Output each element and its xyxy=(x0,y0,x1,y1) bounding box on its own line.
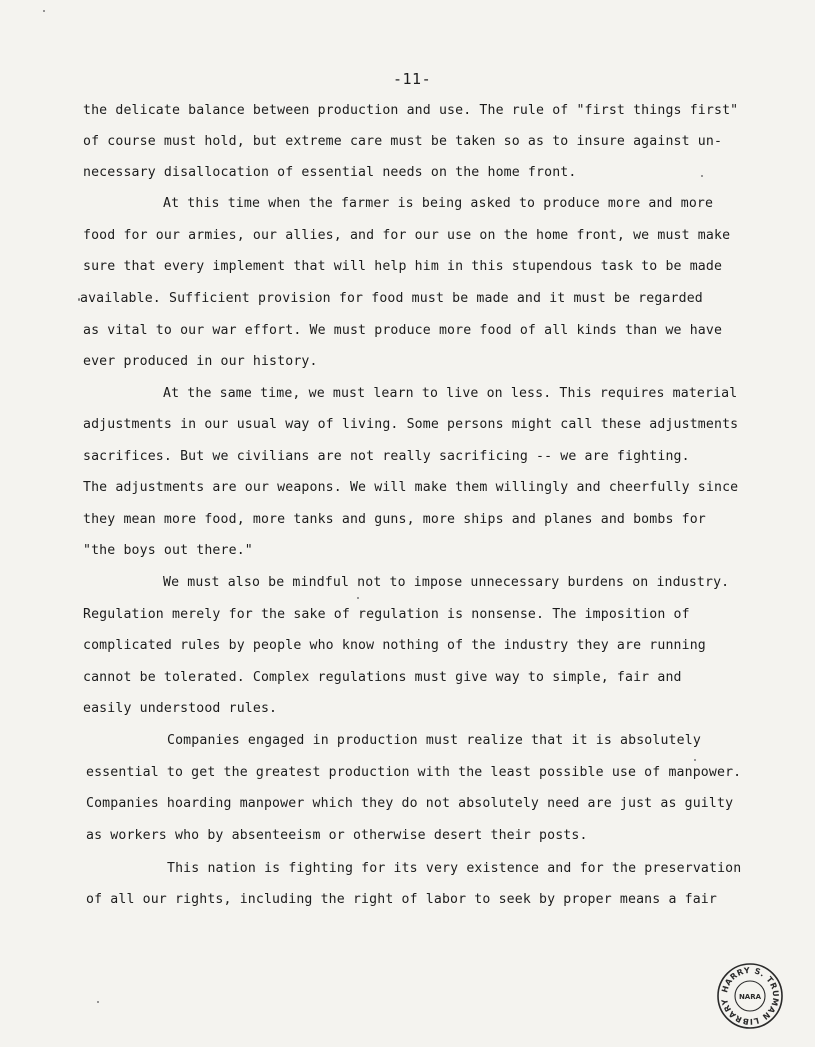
text-line: At this time when the farmer is being asked to produce more and more xyxy=(163,196,714,211)
svg-text:NARA: NARA xyxy=(738,993,762,1001)
scan-speck xyxy=(97,1001,99,1003)
page-number: -11- xyxy=(393,70,432,88)
text-line: of all our rights, including the right of labor to seek by proper means a fair xyxy=(86,892,717,907)
text-line: adjustments in our usual way of living. Some persons might call these adjustments xyxy=(83,417,739,432)
text-line: the delicate balance between production and use. The rule of "first things first" xyxy=(83,103,739,118)
text-line: At the same time, we must learn to live on less. This requires material xyxy=(163,386,738,401)
text-line: easily understood rules. xyxy=(83,701,278,716)
text-line: ever produced in our history. xyxy=(83,354,318,369)
text-line: as workers who by absenteeism or otherwise desert their posts. xyxy=(86,828,588,843)
scan-speck xyxy=(694,759,696,761)
text-line: This nation is fighting for its very existence and for the preservation xyxy=(167,861,742,876)
text-line: We must also be mindful not to impose unnecessary burdens on industry. xyxy=(163,575,730,590)
text-line: Companies engaged in production must realize that it is absolutely xyxy=(167,733,701,748)
scan-speck xyxy=(43,10,45,12)
scan-speck xyxy=(701,175,703,177)
text-line: necessary disallocation of essential needs on the home front. xyxy=(83,165,577,180)
text-line: sure that every implement that will help him in this stupendous task to be made xyxy=(83,259,723,274)
scan-speck xyxy=(357,597,359,599)
text-line: The adjustments are our weapons. We will make them willingly and cheerfully since xyxy=(83,480,739,495)
text-line: food for our armies, our allies, and for our use on the home front, we must make xyxy=(83,228,731,243)
text-line: Companies hoarding manpower which they do not absolutely need are just as guilty xyxy=(86,796,734,811)
library-seal-stamp xyxy=(716,962,784,1030)
text-line: sacrifices. But we civilians are not really sacrificing -- we are fighting. xyxy=(83,449,690,464)
scan-speck xyxy=(78,298,80,301)
svg-text:HARRY S. TRUMAN LIBRARY: HARRY S. TRUMAN LIBRARY xyxy=(720,965,781,1027)
text-line: they mean more food, more tanks and guns, more ships and planes and bombs for xyxy=(83,512,706,527)
text-line: cannot be tolerated. Complex regulations must give way to simple, fair and xyxy=(83,670,682,685)
text-line: essential to get the greatest production with the least possible use of manpower. xyxy=(86,765,742,780)
text-line: "the boys out there." xyxy=(83,543,253,558)
text-line: available. Sufficient provision for food must be made and it must be regarded xyxy=(80,291,703,306)
text-line: Regulation merely for the sake of regulation is nonsense. The imposition of xyxy=(83,607,690,622)
text-line: of course must hold, but extreme care must be taken so as to insure against un- xyxy=(83,134,723,149)
text-line: complicated rules by people who know nothing of the industry they are running xyxy=(83,638,706,653)
text-line: as vital to our war effort. We must produce more food of all kinds than we have xyxy=(83,323,723,338)
